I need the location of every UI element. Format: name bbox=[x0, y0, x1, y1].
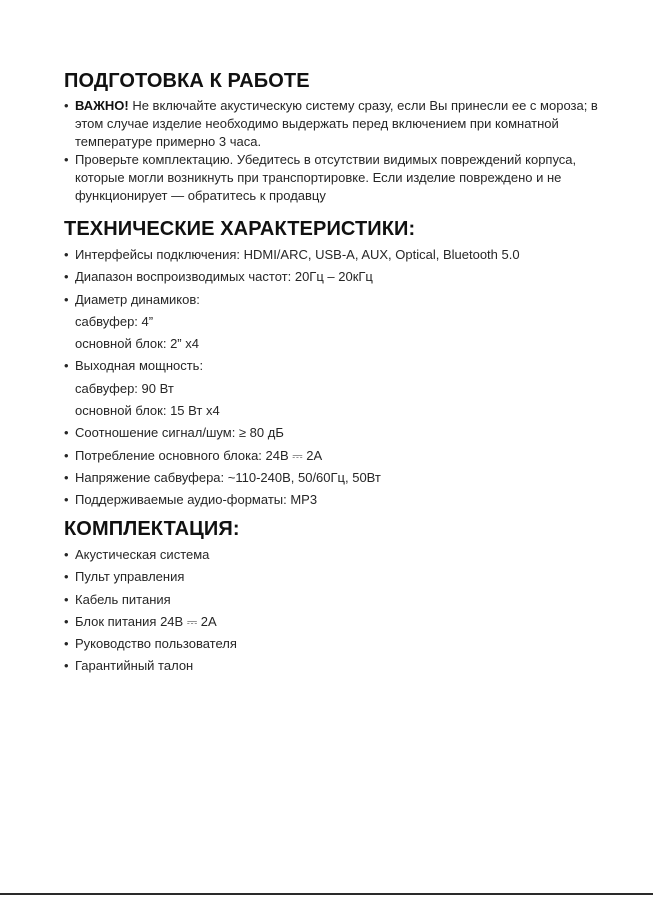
item-text: Поддерживаемые аудио-форматы: MP3 bbox=[75, 492, 318, 508]
item-text: Напряжение сабвуфера: ~110-240В, 50/60Гц, 50Вт bbox=[75, 469, 381, 485]
kit-list bbox=[64, 544, 624, 678]
item-text: Диаметр динамиков: bbox=[75, 291, 200, 307]
bullet-icon: • bbox=[64, 425, 69, 441]
spec-interfaces bbox=[64, 244, 624, 266]
item-text: Блок питания 24В ⎓ 2А bbox=[75, 613, 217, 629]
item-text: Потребление основного блока: 24В ⎓ 2А bbox=[75, 447, 323, 463]
item-text: Интерфейсы подключения: HDMI/ARC, USB-A, AUX, Optical, Bluetooth 5.0 bbox=[75, 247, 520, 262]
specs-section bbox=[64, 217, 624, 512]
preparation-heading: ПОДГОТОВКА К РАБОТЕ bbox=[64, 70, 310, 92]
bullet-icon: • bbox=[64, 591, 69, 607]
spec-subwoofer-voltage bbox=[64, 467, 624, 489]
spec-power-subwoofer: сабвуфер: 90 Вт bbox=[75, 380, 174, 396]
item-text: Гарантийный талон bbox=[75, 658, 194, 674]
spec-diameter bbox=[64, 289, 624, 311]
bullet-icon: • bbox=[64, 152, 69, 167]
item-text: Диапазон воспроизводимых частот: 20Гц – 20кГц bbox=[75, 269, 373, 285]
bullet-icon: • bbox=[64, 269, 69, 285]
bullet-icon: • bbox=[64, 613, 69, 629]
item-text: Соотношение сигнал/шум: ≥ 80 дБ bbox=[75, 425, 284, 441]
bullet-icon: • bbox=[64, 547, 69, 562]
bullet-icon: • bbox=[64, 469, 69, 485]
specs-heading: ТЕХНИЧЕСКИЕ ХАРАКТЕРИСТИКИ: bbox=[64, 218, 416, 240]
item-text: Выходная мощность: bbox=[75, 358, 204, 374]
kit-heading: КОМПЛЕКТАЦИЯ: bbox=[64, 518, 240, 540]
bullet-icon: • bbox=[64, 569, 69, 585]
item-text: Не включайте акустическую систему сразу, если Вы принесли ее с мороза; в этом случае изделие необходимо выдержать перед включением при комнатной температуре примерно 3 часа. bbox=[75, 98, 598, 149]
bullet-icon: • bbox=[64, 658, 69, 674]
important-label: ВАЖНО! bbox=[75, 98, 129, 113]
spec-power bbox=[64, 355, 624, 377]
kit-item bbox=[64, 589, 624, 611]
kit-item bbox=[64, 544, 624, 566]
page-bottom-divider bbox=[0, 893, 653, 895]
bullet-icon: • bbox=[64, 98, 69, 113]
kit-section bbox=[64, 517, 624, 678]
item-text: Пульт управления bbox=[75, 569, 185, 585]
item-text: Акустическая система bbox=[75, 547, 210, 562]
item-text: Проверьте комплектацию. Убедитесь в отсутствии видимых повреждений корпуса, которые могли возникнуть при транспортировке. Если изделие повреждено и не функционирует — обратитесь к продавцу bbox=[75, 152, 577, 203]
kit-item bbox=[64, 611, 624, 633]
list-item bbox=[64, 97, 624, 151]
bullet-icon: • bbox=[64, 447, 69, 463]
preparation-list bbox=[64, 97, 624, 205]
spec-consumption bbox=[64, 445, 624, 467]
spec-formats bbox=[64, 489, 624, 511]
bullet-icon: • bbox=[64, 247, 69, 262]
preparation-section bbox=[64, 69, 624, 205]
kit-item bbox=[64, 633, 624, 655]
kit-item bbox=[64, 655, 624, 677]
bullet-icon: • bbox=[64, 636, 69, 652]
kit-item bbox=[64, 566, 624, 588]
specs-list bbox=[64, 244, 624, 512]
bullet-icon: • bbox=[64, 358, 69, 374]
spec-diameter-subwoofer: сабвуфер: 4” bbox=[75, 313, 154, 329]
spec-power-main: основной блок: 15 Вт x4 bbox=[75, 403, 220, 419]
item-text: Руководство пользователя bbox=[75, 636, 237, 652]
bullet-icon: • bbox=[64, 492, 69, 508]
spec-diameter-main: основной блок: 2” x4 bbox=[75, 336, 199, 352]
bullet-icon: • bbox=[64, 291, 69, 307]
item-text: Кабель питания bbox=[75, 591, 171, 607]
spec-snr bbox=[64, 422, 624, 444]
spec-frequency bbox=[64, 266, 624, 288]
list-item bbox=[64, 151, 624, 205]
